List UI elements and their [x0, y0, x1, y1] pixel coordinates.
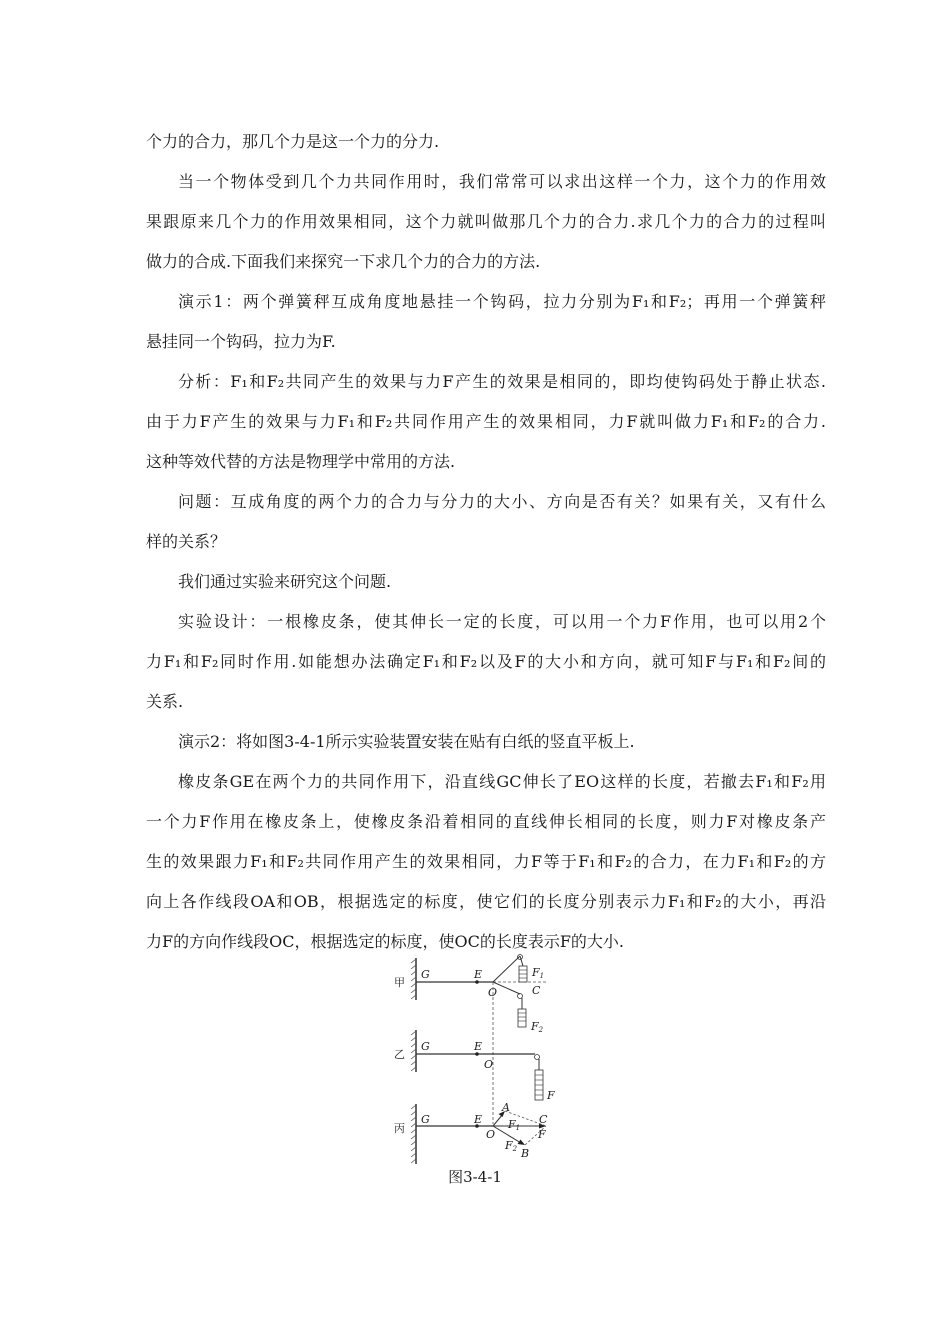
- label-G-jia: G: [421, 968, 430, 981]
- row-label-jia: 甲: [394, 976, 405, 989]
- spring-balance-F2: [518, 1009, 526, 1027]
- paragraph-2-line-1: 悬挂同一个钩码，拉力为F.: [146, 332, 336, 351]
- label-C-bing: C: [539, 1113, 548, 1126]
- label-C-jia: C: [532, 984, 541, 997]
- label-G-yi: G: [421, 1040, 430, 1053]
- figure-3-4-1: [380, 954, 580, 1174]
- figure-caption: 图3-4-1: [448, 1168, 502, 1186]
- paragraph-5-line-0: 我们通过实验来研究这个问题.: [178, 572, 392, 591]
- paragraph-4-line-1: 样的关系？: [146, 532, 227, 551]
- pulley-bottom: [518, 994, 523, 999]
- paragraph-6-line-1: 力F₁和F₂同时作用.如能想办法确定F₁和F₂以及F的大小和方向，就可知F与F₁和F₂间的: [146, 652, 826, 671]
- paragraph-7-line-0: 演示2：将如图3-4-1所示实验装置安装在贴有白纸的竖直平板上.: [178, 732, 635, 751]
- label-F2-jia: F2: [531, 1020, 544, 1034]
- string-F1: [493, 956, 520, 982]
- paragraph-6-line-0: 实验设计：一根橡皮条，使其伸长一定的长度，可以用一个力F作用，也可以用2个: [178, 612, 826, 631]
- spring-balance-F: [535, 1070, 543, 1100]
- paragraph-8-line-0: 橡皮条GE在两个力的共同作用下，沿直线GC伸长了EO这样的长度，若撤去F₁和F₂用: [178, 772, 826, 791]
- spring-balance-F1: [519, 966, 527, 982]
- paragraph-8-line-2: 生的效果跟力F₁和F₂共同作用产生的效果相同，力F等于F₁和F₂的合力，在力F₁和F₂的方: [146, 852, 826, 871]
- experiment-diagram: [380, 954, 580, 1174]
- paragraph-4-line-0: 问题：互成角度的两个力的合力与分力的大小、方向是否有关？如果有关，又有什么: [178, 492, 826, 511]
- label-O-jia: O: [488, 986, 498, 999]
- pulley-yi: [535, 1055, 540, 1060]
- paragraph-6-line-2: 关系.: [146, 692, 184, 711]
- label-F-bing: F: [538, 1128, 546, 1141]
- string-F2: [493, 982, 520, 994]
- label-F1-jia: F1: [532, 966, 545, 980]
- paragraph-8-line-3: 向上各作线段OA和OB，根据选定的标度，使它们的长度分别表示力F₁和F₂的大小，再沿: [146, 892, 826, 911]
- label-E-yi: E: [474, 1040, 483, 1053]
- label-F-yi: F: [547, 1089, 555, 1102]
- label-G-bing: G: [421, 1113, 430, 1126]
- arrow-F2: [518, 1140, 526, 1146]
- paragraph-3-line-2: 这种等效代替的方法是物理学中常用的方法.: [146, 452, 456, 471]
- paragraph-0-line-0: 个力的合力，那几个力是这一个力的分力.: [146, 132, 440, 151]
- paragraph-3-line-0: 分析：F₁和F₂共同产生的效果与力F产生的效果是相同的，即均使钩码处于静止状态.: [178, 372, 826, 391]
- label-F1-bing: F1: [508, 1118, 521, 1132]
- paragraph-3-line-1: 由于力F产生的效果与力F₁和F₂共同作用产生的效果相同，力F就叫做力F₁和F₂的合力.: [146, 412, 826, 431]
- label-A: A: [502, 1101, 510, 1114]
- row-label-yi: 乙: [394, 1048, 405, 1061]
- paragraph-1-line-0: 当一个物体受到几个力共同作用时，我们常常可以求出这样一个力，这个力的作用效: [178, 172, 826, 191]
- paragraph-1-line-1: 果跟原来几个力的作用效果相同，这个力就叫做那几个力的合力.求几个力的合力的过程叫: [146, 212, 826, 231]
- label-B: B: [521, 1147, 530, 1160]
- label-O-yi: O: [484, 1058, 494, 1071]
- label-F2-bing: F2: [505, 1139, 518, 1153]
- paragraph-8-line-4: 力F的方向作线段OC，根据选定的标度，使OC的长度表示F的大小.: [146, 932, 625, 951]
- label-O-bing: O: [486, 1128, 496, 1141]
- label-E-bing: E: [474, 1113, 483, 1126]
- paragraph-8-line-1: 一个力F作用在橡皮条上，使橡皮条沿着相同的直线伸长相同的长度，则力F对橡皮条产: [146, 812, 826, 831]
- label-E-jia: E: [474, 968, 483, 981]
- row-label-bing: 丙: [394, 1122, 405, 1135]
- paragraph-2-line-0: 演示1：两个弹簧秤互成角度地悬挂一个钩码，拉力分别为F₁和F₂；再用一个弹簧秤: [178, 292, 826, 311]
- paragraph-1-line-2: 做力的合成.下面我们来探究一下求几个力的合力的方法.: [146, 252, 541, 271]
